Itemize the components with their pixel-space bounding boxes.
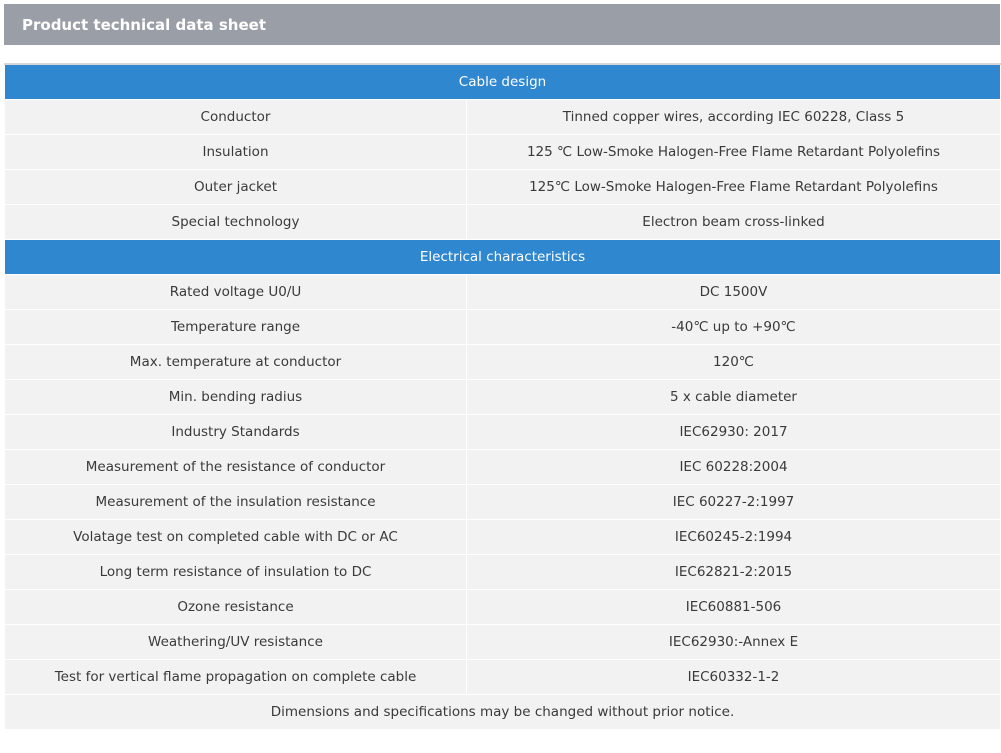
row-value: Electron beam cross-linked <box>467 204 1001 239</box>
table-row <box>5 344 1001 379</box>
table-row <box>5 169 1001 204</box>
row-label: Conductor <box>5 99 467 134</box>
row-value: IEC62930: 2017 <box>467 414 1001 449</box>
row-value: IEC60332-1-2 <box>467 659 1001 694</box>
page-title: Product technical data sheet <box>22 15 267 34</box>
table-row <box>5 449 1001 484</box>
table-row <box>5 589 1001 624</box>
row-value: 125 ℃ Low-Smoke Halogen-Free Flame Retardant Polyolefins <box>467 134 1001 169</box>
row-label: Industry Standards <box>5 414 467 449</box>
row-label: Volatage test on completed cable with DC or AC <box>5 519 467 554</box>
section-title: Cable design <box>5 64 1001 99</box>
row-label: Rated voltage U0/U <box>5 274 467 309</box>
section-header-cable-design <box>5 64 1001 99</box>
table-row <box>5 414 1001 449</box>
row-label: Max. temperature at conductor <box>5 344 467 379</box>
row-label: Measurement of the insulation resistance <box>5 484 467 519</box>
row-label: Min. bending radius <box>5 379 467 414</box>
row-value: IEC 60228:2004 <box>467 449 1001 484</box>
table-row <box>5 519 1001 554</box>
table-row <box>5 274 1001 309</box>
table-row <box>5 624 1001 659</box>
row-value: -40℃ up to +90℃ <box>467 309 1001 344</box>
row-label: Weathering/UV resistance <box>5 624 467 659</box>
table-row <box>5 99 1001 134</box>
row-value: DC 1500V <box>467 274 1001 309</box>
row-label: Ozone resistance <box>5 589 467 624</box>
row-value: IEC60245-2:1994 <box>467 519 1001 554</box>
row-value: IEC60881-506 <box>467 589 1001 624</box>
row-value: 125℃ Low-Smoke Halogen-Free Flame Retardant Polyolefins <box>467 169 1001 204</box>
footer-note-row <box>5 694 1001 729</box>
row-value: IEC62930:-Annex E <box>467 624 1001 659</box>
table-row <box>5 379 1001 414</box>
section-title: Electrical characteristics <box>5 239 1001 274</box>
spec-table <box>4 63 1001 730</box>
table-row <box>5 659 1001 694</box>
table-row <box>5 134 1001 169</box>
footer-note: Dimensions and specifications may be changed without prior notice. <box>5 694 1001 729</box>
section-header-electrical <box>5 239 1001 274</box>
row-value: IEC62821-2:2015 <box>467 554 1001 589</box>
table-row <box>5 484 1001 519</box>
row-label: Measurement of the resistance of conductor <box>5 449 467 484</box>
row-label: Outer jacket <box>5 169 467 204</box>
row-value: Tinned copper wires, according IEC 60228, Class 5 <box>467 99 1001 134</box>
row-label: Long term resistance of insulation to DC <box>5 554 467 589</box>
datasheet-header <box>4 4 1000 45</box>
table-row <box>5 309 1001 344</box>
table-row <box>5 204 1001 239</box>
row-label: Insulation <box>5 134 467 169</box>
row-value: 120℃ <box>467 344 1001 379</box>
row-value: 5 x cable diameter <box>467 379 1001 414</box>
row-label: Special technology <box>5 204 467 239</box>
row-label: Test for vertical flame propagation on complete cable <box>5 659 467 694</box>
row-label: Temperature range <box>5 309 467 344</box>
table-row <box>5 554 1001 589</box>
row-value: IEC 60227-2:1997 <box>467 484 1001 519</box>
